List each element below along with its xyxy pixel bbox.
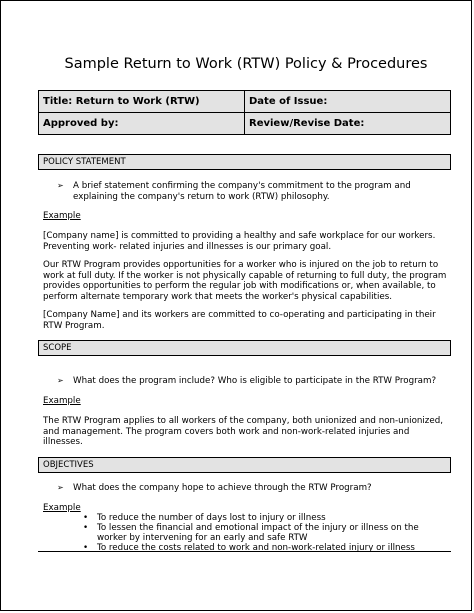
objectives-bullet-text: What does the company hope to achieve through the RTW Program? xyxy=(73,483,372,493)
scope-paragraph-1: The RTW Program applies to all workers of the company, both unionized and non-unionized, and management. The program covers both work and non-work-related injuries and illnesses. xyxy=(43,416,443,447)
objectives-example-label: Example xyxy=(43,503,81,513)
policy-paragraph-1: [Company name] is committed to providing a healthy and safe workplace for our workers. Preventing work- related injuries and illnesses is our primary goal. xyxy=(43,231,436,252)
policy-statement-heading: POLICY STATEMENT xyxy=(38,154,451,170)
arrow-bullet-icon: ➢ xyxy=(57,181,64,190)
header-row-1 xyxy=(39,91,451,113)
list-item-text: To lessen the financial and emotional impact of the injury or illness on the worker by intervening for an early and safe RTW xyxy=(97,523,419,543)
approved-by-cell: Approved by: xyxy=(39,113,245,135)
objectives-heading: OBJECTIVES xyxy=(38,457,451,473)
arrow-bullet-icon: ➢ xyxy=(57,376,64,385)
bottom-divider xyxy=(38,551,451,552)
list-item xyxy=(83,523,433,543)
arrow-bullet-icon: ➢ xyxy=(57,483,64,492)
policy-paragraph-3: [Company Name] and its workers are committed to co-operating and participating in their RTW Program. xyxy=(43,310,436,331)
document-title: Sample Return to Work (RTW) Policy & Procedures xyxy=(64,56,428,72)
bullet-dot-icon: • xyxy=(83,543,89,553)
review-date-cell: Review/Revise Date: xyxy=(245,113,451,135)
header-row-2 xyxy=(39,113,451,135)
bullet-dot-icon: • xyxy=(83,523,89,533)
list-item xyxy=(83,513,433,523)
list-item-text: To reduce the costs related to work and non-work-related injury or illness xyxy=(97,543,415,553)
policy-bullet xyxy=(59,181,449,202)
objectives-bullet xyxy=(59,483,449,494)
scope-heading: SCOPE xyxy=(38,340,451,356)
objectives-list xyxy=(83,513,433,553)
date-of-issue-cell: Date of Issue: xyxy=(245,91,451,113)
title-cell: Title: Return to Work (RTW) xyxy=(39,91,245,113)
bullet-dot-icon: • xyxy=(83,513,89,523)
scope-bullet-text: What does the program include? Who is eligible to participate in the RTW Program? xyxy=(73,376,437,386)
policy-example-label: Example xyxy=(43,211,81,221)
scope-bullet xyxy=(59,376,449,387)
list-item-text: To reduce the number of days lost to injury or illness xyxy=(97,513,326,523)
scope-example-label: Example xyxy=(43,396,81,406)
policy-paragraph-2: Our RTW Program provides opportunities for a worker who is injured on the job to return to work at full duty. If the worker is not physically capable of returning to full duty, the program provides opportunities to perform the regular job with modifications or, when available, to perform alternate temporary work that meets the worker's physical capabilities. xyxy=(43,260,447,302)
header-table xyxy=(38,90,451,135)
policy-bullet-text: A brief statement confirming the company's commitment to the program and explaining the company's return to work (RTW) philosophy. xyxy=(73,181,411,202)
